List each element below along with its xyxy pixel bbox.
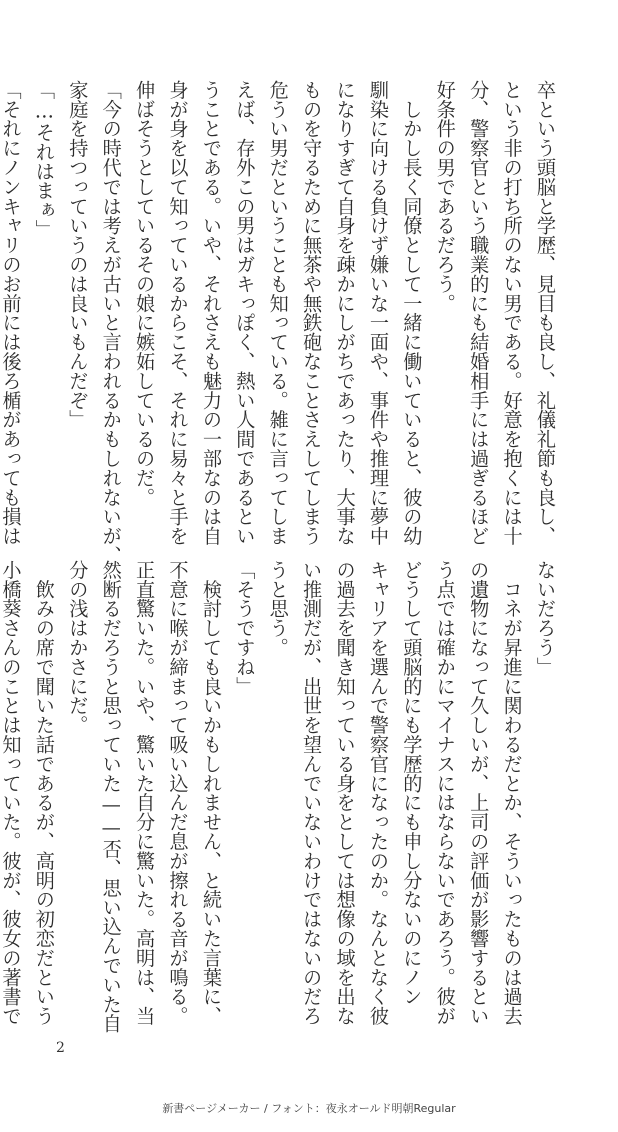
text-block-bottom [0, 560, 562, 1034]
page-number: 2 [56, 1040, 65, 1056]
footer-credit: 新書ページメーカー / フォント：夜永オールド明朝Regular [162, 1102, 456, 1115]
text-line: どうして頭脳的にも学歴的にも申し分ないのにノン [400, 560, 424, 1007]
text-line: 不意に喉が締まって吸い込んだ息が擦れる音が鳴る。 [166, 560, 190, 1026]
text-line: 然断るだろうと思っていた——否、思い込んでいた自 [99, 560, 123, 1034]
text-line: コネが昇進に関わるだとか、そういったものは過去 [500, 560, 524, 1026]
text-line: 危うい男だということも知っている。雑に言ってしま [266, 80, 290, 546]
text-line: 好条件の男であるだろう。 [433, 80, 457, 313]
text-line: 「そうですね」 [233, 560, 257, 696]
text-line: 馴染に向ける負けず嫌いな一面や、事件や推理に夢中 [366, 80, 390, 546]
text-line: の遺物になって久しいが、上司の評価が影響するとい [467, 560, 491, 1026]
text-line: 正直驚いた。いや、驚いた自分に驚いた。高明は、当 [133, 560, 157, 1026]
text-block-top [0, 80, 562, 565]
text-line: 伸ばそうとしているその娘に嫉妬しているのだ。 [133, 80, 157, 507]
text-line: うと思う。 [266, 560, 290, 657]
text-line: 「今の時代では考えが古いと言われるかもしれないが、 [99, 80, 123, 565]
text-line: キャリアを選んで警察官になったのか。なんとなく彼 [366, 560, 390, 1026]
text-line: えば、存外この男はガキっぽく、熱い人間であるとい [233, 80, 257, 546]
text-line: 分、警察官という職業的にも結婚相手には過ぎるほど [467, 80, 491, 546]
text-line: ものを守るために無茶や無鉄砲なことさえしてしまう [300, 80, 324, 546]
text-line: 小橋葵さんのことは知っていた。彼が、彼女の著書で [0, 560, 23, 1026]
text-line: 家庭を持つっていうのは良いもんだぞ」 [66, 80, 90, 430]
text-line: うことである。いや、それさえも魅力の一部なのは自 [199, 80, 223, 546]
text-line: になりすぎて自身を疎かにしがちであったり、大事な [333, 80, 357, 546]
text-line: 身が身を以て知っているからこそ、それに易々と手を [166, 80, 190, 546]
text-line: の過去を聞き知っている身をとしては想像の域を出な [333, 560, 357, 1026]
text-line: 飲みの席で聞いた話であるが、高明の初恋だという [32, 560, 56, 1026]
text-line: 分の浅はかさにだ。 [66, 560, 90, 735]
text-line: ないだろう」 [534, 560, 557, 677]
text-line: しかし長く同僚として一緒に働いていると、彼の幼 [400, 80, 424, 546]
text-line: 「それにノンキャリのお前には後ろ楯があっても損は [0, 80, 23, 546]
text-line: 検討しても良いかもしれません、と続いた言葉に、 [199, 560, 223, 1026]
text-line: 卒という頭脳と学歴、見目も良し、礼儀礼節も良し、 [534, 80, 557, 546]
text-line: 「…それはまぁ」 [32, 80, 56, 239]
text-line: い推測だが、出世を望んでいないわけではないのだろ [300, 560, 324, 1026]
text-line: う点では確かにマイナスにはならないであろう。彼が [433, 560, 457, 1026]
text-line: という非の打ち所のない男である。好意を抱くには十 [500, 80, 524, 546]
